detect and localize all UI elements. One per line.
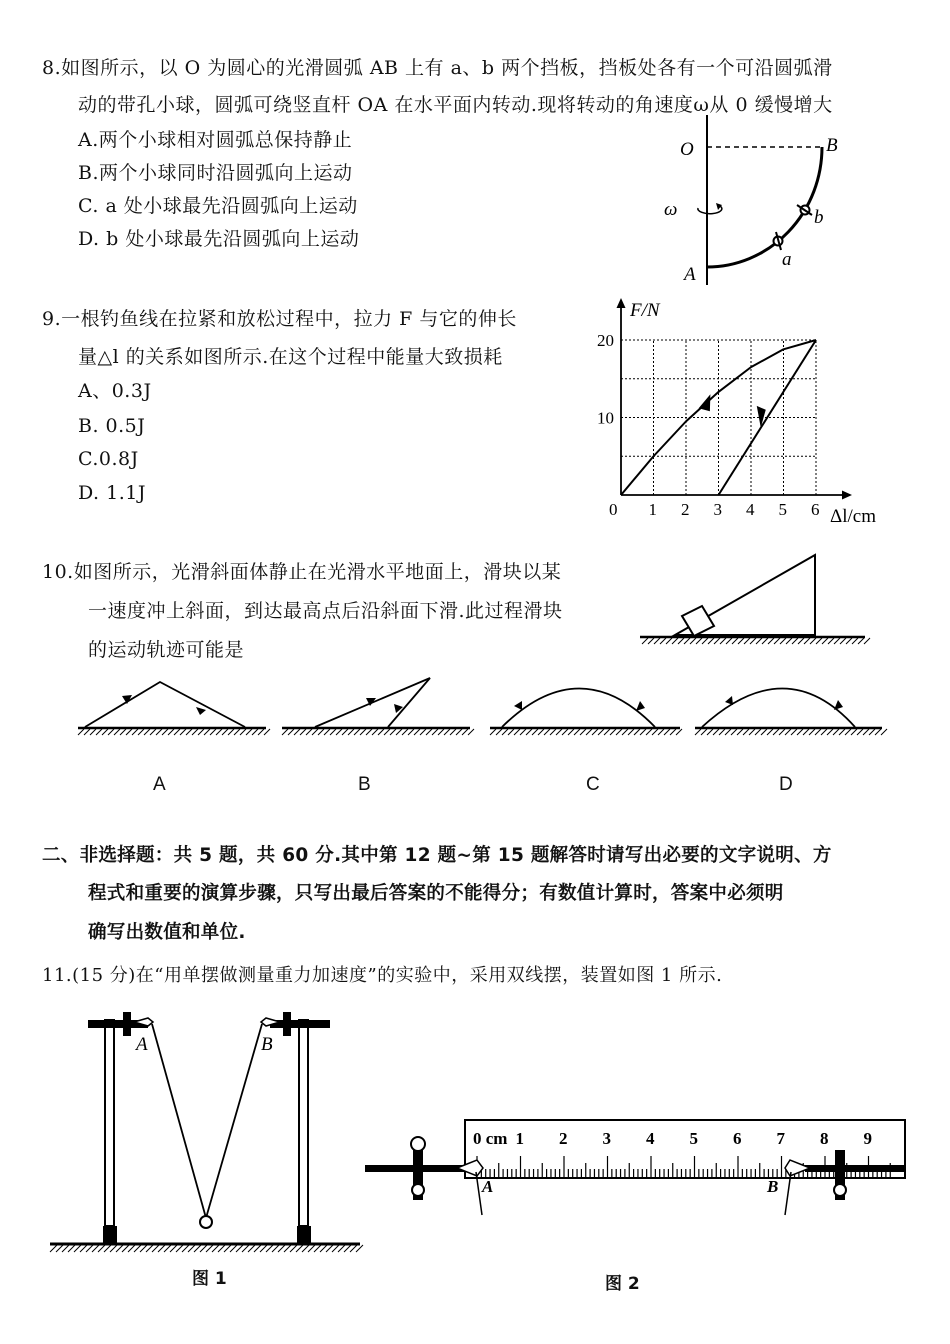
q8-option-c: C. a 处小球最先沿圆弧向上运动 (78, 195, 358, 217)
x-tick-2: 2 (681, 500, 690, 519)
q8-stem-line2: 动的带孔小球，圆弧可绕竖直杆 OA 在水平面内转动.现将转动的角速度ω从 0 缓慢增大 (78, 94, 833, 116)
fig1-label-a: A (136, 1034, 148, 1055)
q10-choice-c: C (586, 774, 600, 795)
ruler-number-3: 3 (602, 1129, 611, 1148)
q10-options-hatch (78, 729, 887, 735)
chart-ylabel: F/N (630, 300, 660, 321)
ruler-unit: 0 cm (473, 1129, 508, 1148)
section2-line1: 二、非选择题：共 5 题，共 60 分.其中第 12 题~第 15 题解答时请写出必要的文字说明、方 (42, 845, 832, 866)
q8-label-o: O (680, 139, 694, 160)
q11-stem: 11.(15 分)在“用单摆做测量重力加速度”的实验中，采用双线摆，装置如图 1 所示. (42, 965, 723, 986)
q10-stem-line1: 10.如图所示，光滑斜面体静止在光滑水平地面上，滑块以某 (42, 561, 562, 583)
ruler-number-7: 7 (776, 1129, 785, 1148)
q9-option-d: D. 1.1J (78, 482, 146, 504)
q8-option-a: A.两个小球相对圆弧总保持静止 (78, 129, 353, 151)
q10-choice-b: B (358, 774, 371, 795)
q8-label-b-point: B (826, 135, 838, 156)
q10-block (682, 606, 714, 636)
q8-option-b: B.两个小球同时沿圆弧向上运动 (78, 162, 353, 184)
q10-trajectory-options (70, 670, 890, 740)
ruler-number-9: 9 (863, 1129, 872, 1148)
section2-line2: 程式和重要的演算步骤，只写出最后答案的不能得分；有数值计算时，答案中必须明 (88, 883, 784, 904)
q10-stem-line3: 的运动轨迹可能是 (88, 639, 245, 661)
q10-incline-figure (640, 550, 870, 650)
ruler-number-6: 6 (733, 1129, 742, 1148)
q10-choice-d: D (779, 774, 793, 795)
q8-option-d: D. b 处小球最先沿圆弧向上运动 (78, 228, 360, 250)
q11-figure1-double-pendulum (48, 998, 368, 1258)
q10-ground-hatch (642, 638, 870, 644)
section2-line3: 确写出数值和单位. (88, 922, 246, 943)
fig2-caption: 图 2 (605, 1274, 640, 1294)
x-tick-5: 5 (778, 500, 787, 519)
q8-label-a-point: A (684, 264, 696, 285)
ruler-number-8: 8 (820, 1129, 829, 1148)
q10-stem-line2: 一速度冲上斜面，到达最高点后沿斜面下滑.此过程滑块 (88, 600, 563, 622)
ruler-number-5: 5 (689, 1129, 698, 1148)
q9-stem-line1: 9.一根钓鱼线在拉紧和放松过程中，拉力 F 与它的伸长 (42, 308, 517, 330)
ruler-number-4: 4 (646, 1129, 655, 1148)
y-tick-20: 20 (597, 331, 614, 350)
fig2-label-b: B (767, 1177, 779, 1196)
trajectory-d (695, 689, 882, 729)
q9-option-a: A、0.3J (78, 380, 152, 402)
q9-option-c: C.0.8J (78, 448, 139, 470)
q8-figure (650, 115, 870, 290)
q8-stem-line1: 8.如图所示，以 O 为圆心的光滑圆弧 AB 上有 a、b 两个挡板，挡板处各有一个可沿圆弧滑 (42, 57, 833, 79)
trajectory-a (78, 682, 266, 728)
q8-label-b-ball: b (814, 207, 824, 228)
chart-ticks (597, 331, 820, 519)
ruler-number-2: 2 (559, 1129, 568, 1148)
trajectory-c (490, 689, 680, 729)
y-tick-10: 10 (597, 408, 614, 428)
q8-label-omega: ω (664, 199, 678, 220)
q9-stem-line2: 量△l 的关系如图所示.在这个过程中能量大致损耗 (78, 346, 503, 368)
q9-option-b: B. 0.5J (78, 415, 146, 437)
x-tick-3: 3 (713, 500, 722, 519)
trajectory-b (282, 678, 470, 728)
q10-choice-a: A (153, 774, 166, 795)
x-tick-4: 4 (746, 500, 755, 519)
fig2-label-a: A (482, 1177, 494, 1196)
x-tick-1: 1 (648, 500, 657, 519)
unloading-direction-arrow (757, 406, 766, 428)
q9-force-extension-chart (590, 290, 890, 530)
x-tick-0: 0 (609, 500, 618, 519)
chart-xlabel: Δl/cm (830, 506, 876, 527)
q8-label-a-ball: a (782, 249, 792, 270)
chart-x-arrowhead (842, 491, 852, 500)
ruler-number-1: 1 (515, 1129, 524, 1148)
fig1-label-b: B (261, 1034, 273, 1055)
q11-figure2-ruler-measurement (365, 1110, 910, 1220)
fig1-caption: 图 1 (192, 1269, 227, 1289)
chart-y-arrowhead (617, 298, 626, 308)
chart-grid (621, 340, 816, 495)
x-tick-6: 6 (811, 500, 820, 519)
